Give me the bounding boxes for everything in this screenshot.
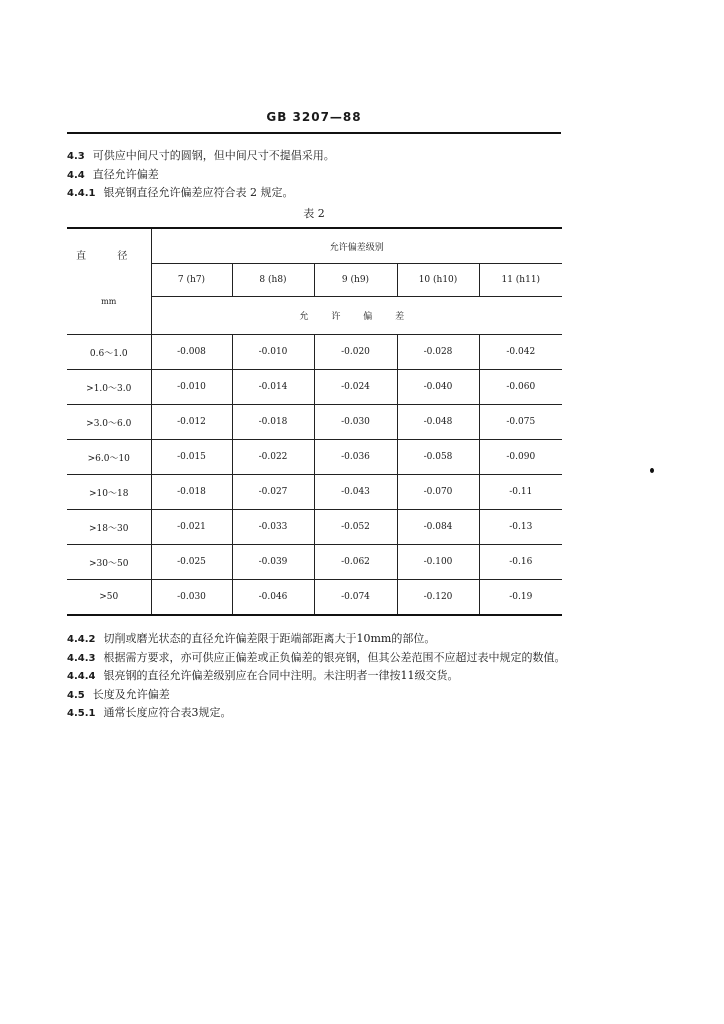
diameter-cell: >1.0～3.0 xyxy=(67,370,151,405)
clause-number: 4.4.3 xyxy=(67,653,96,664)
clause-4-4 xyxy=(67,166,159,182)
value-cell: -0.11 xyxy=(479,475,562,510)
value-cell: -0.030 xyxy=(151,580,232,616)
grade-cell: 10 (h10) xyxy=(397,264,479,297)
value-cell: -0.043 xyxy=(314,475,397,510)
value-cell: -0.021 xyxy=(151,510,232,545)
diameter-cell: >10～18 xyxy=(67,475,151,510)
table-row xyxy=(67,580,562,616)
diameter-cell: >18～30 xyxy=(67,510,151,545)
clause-4-3 xyxy=(67,147,335,163)
table-row xyxy=(67,510,562,545)
deviation-header: 允 许 偏 差 xyxy=(151,297,562,335)
value-cell: -0.19 xyxy=(479,580,562,616)
diameter-cell: >30～50 xyxy=(67,545,151,580)
clause-number: 4.4.1 xyxy=(67,188,96,199)
clause-number: 4.3 xyxy=(67,151,85,162)
clause-text: 长度及允许偏差 xyxy=(92,688,170,701)
diameter-label: 直 径 xyxy=(76,251,142,262)
clause-text: 可供应中间尺寸的圆钢，但中间尺寸不提倡采用。 xyxy=(92,149,335,162)
value-cell: -0.062 xyxy=(314,545,397,580)
value-cell: -0.058 xyxy=(397,440,479,475)
value-cell: -0.084 xyxy=(397,510,479,545)
clause-number: 4.4 xyxy=(67,170,85,181)
value-cell: -0.033 xyxy=(232,510,314,545)
clause-4-4-3 xyxy=(67,649,565,665)
table-caption: 表 2 xyxy=(303,207,325,220)
clause-number: 4.4.2 xyxy=(67,634,96,645)
clause-text: 银亮钢的直径允许偏差级别应在合同中注明。未注明者一律按11级交货。 xyxy=(103,669,459,682)
diameter-cell: >50 xyxy=(67,580,151,616)
clause-number: 4.5 xyxy=(67,690,85,701)
table-row xyxy=(67,405,562,440)
value-cell: -0.020 xyxy=(314,335,397,370)
value-cell: -0.090 xyxy=(479,440,562,475)
grade-cell: 8 (h8) xyxy=(232,264,314,297)
value-cell: -0.048 xyxy=(397,405,479,440)
value-cell: -0.015 xyxy=(151,440,232,475)
clause-number: 4.4.4 xyxy=(67,671,96,682)
value-cell: -0.036 xyxy=(314,440,397,475)
value-cell: -0.028 xyxy=(397,335,479,370)
diameter-header-cell xyxy=(67,228,151,335)
clause-4-5-1 xyxy=(67,704,231,720)
value-cell: -0.16 xyxy=(479,545,562,580)
value-cell: -0.022 xyxy=(232,440,314,475)
value-cell: -0.025 xyxy=(151,545,232,580)
value-cell: -0.030 xyxy=(314,405,397,440)
value-cell: -0.100 xyxy=(397,545,479,580)
clause-text: 通常长度应符合表3规定。 xyxy=(103,706,232,719)
value-cell: -0.039 xyxy=(232,545,314,580)
clause-4-4-1 xyxy=(67,184,293,200)
clause-4-5 xyxy=(67,686,170,702)
value-cell: -0.018 xyxy=(232,405,314,440)
value-cell: -0.060 xyxy=(479,370,562,405)
value-cell: -0.042 xyxy=(479,335,562,370)
grade-cell: 11 (h11) xyxy=(479,264,562,297)
table-row xyxy=(67,335,562,370)
clause-4-4-2 xyxy=(67,630,435,646)
clause-text: 直径允许偏差 xyxy=(92,168,159,181)
value-cell: -0.040 xyxy=(397,370,479,405)
value-cell: -0.024 xyxy=(314,370,397,405)
value-cell: -0.046 xyxy=(232,580,314,616)
clause-4-4-4 xyxy=(67,667,458,683)
clause-text: 根据需方要求，亦可供应正偏差或正负偏差的银亮钢，但其公差范围不应超过表中规定的数值。 xyxy=(103,651,566,664)
value-cell: -0.052 xyxy=(314,510,397,545)
value-cell: -0.010 xyxy=(151,370,232,405)
clause-text: 切削或磨光状态的直径允许偏差限于距端部距离大于10mm的部位。 xyxy=(103,632,436,645)
value-cell: -0.13 xyxy=(479,510,562,545)
value-cell: -0.075 xyxy=(479,405,562,440)
unit-label: mm xyxy=(101,297,117,306)
diameter-cell: >6.0～10 xyxy=(67,440,151,475)
diameter-cell: >3.0～6.0 xyxy=(67,405,151,440)
scan-speck xyxy=(650,468,654,473)
value-cell: -0.027 xyxy=(232,475,314,510)
clause-number: 4.5.1 xyxy=(67,708,96,719)
value-cell: -0.120 xyxy=(397,580,479,616)
value-cell: -0.074 xyxy=(314,580,397,616)
table-row xyxy=(67,440,562,475)
value-cell: -0.018 xyxy=(151,475,232,510)
table-row xyxy=(67,475,562,510)
clause-text: 银亮钢直径允许偏差应符合表 2 规定。 xyxy=(103,186,294,199)
grade-cell: 9 (h9) xyxy=(314,264,397,297)
table-row xyxy=(67,370,562,405)
value-cell: -0.010 xyxy=(232,335,314,370)
value-cell: -0.012 xyxy=(151,405,232,440)
table-row xyxy=(67,545,562,580)
tolerance-table xyxy=(67,227,562,616)
grade-header: 允许偏差级别 xyxy=(151,228,562,264)
header-rule xyxy=(67,132,561,134)
diameter-cell: 0.6～1.0 xyxy=(67,335,151,370)
value-cell: -0.070 xyxy=(397,475,479,510)
value-cell: -0.008 xyxy=(151,335,232,370)
grade-cell: 7 (h7) xyxy=(151,264,232,297)
document-header: GB 3207—88 xyxy=(266,110,362,124)
value-cell: -0.014 xyxy=(232,370,314,405)
